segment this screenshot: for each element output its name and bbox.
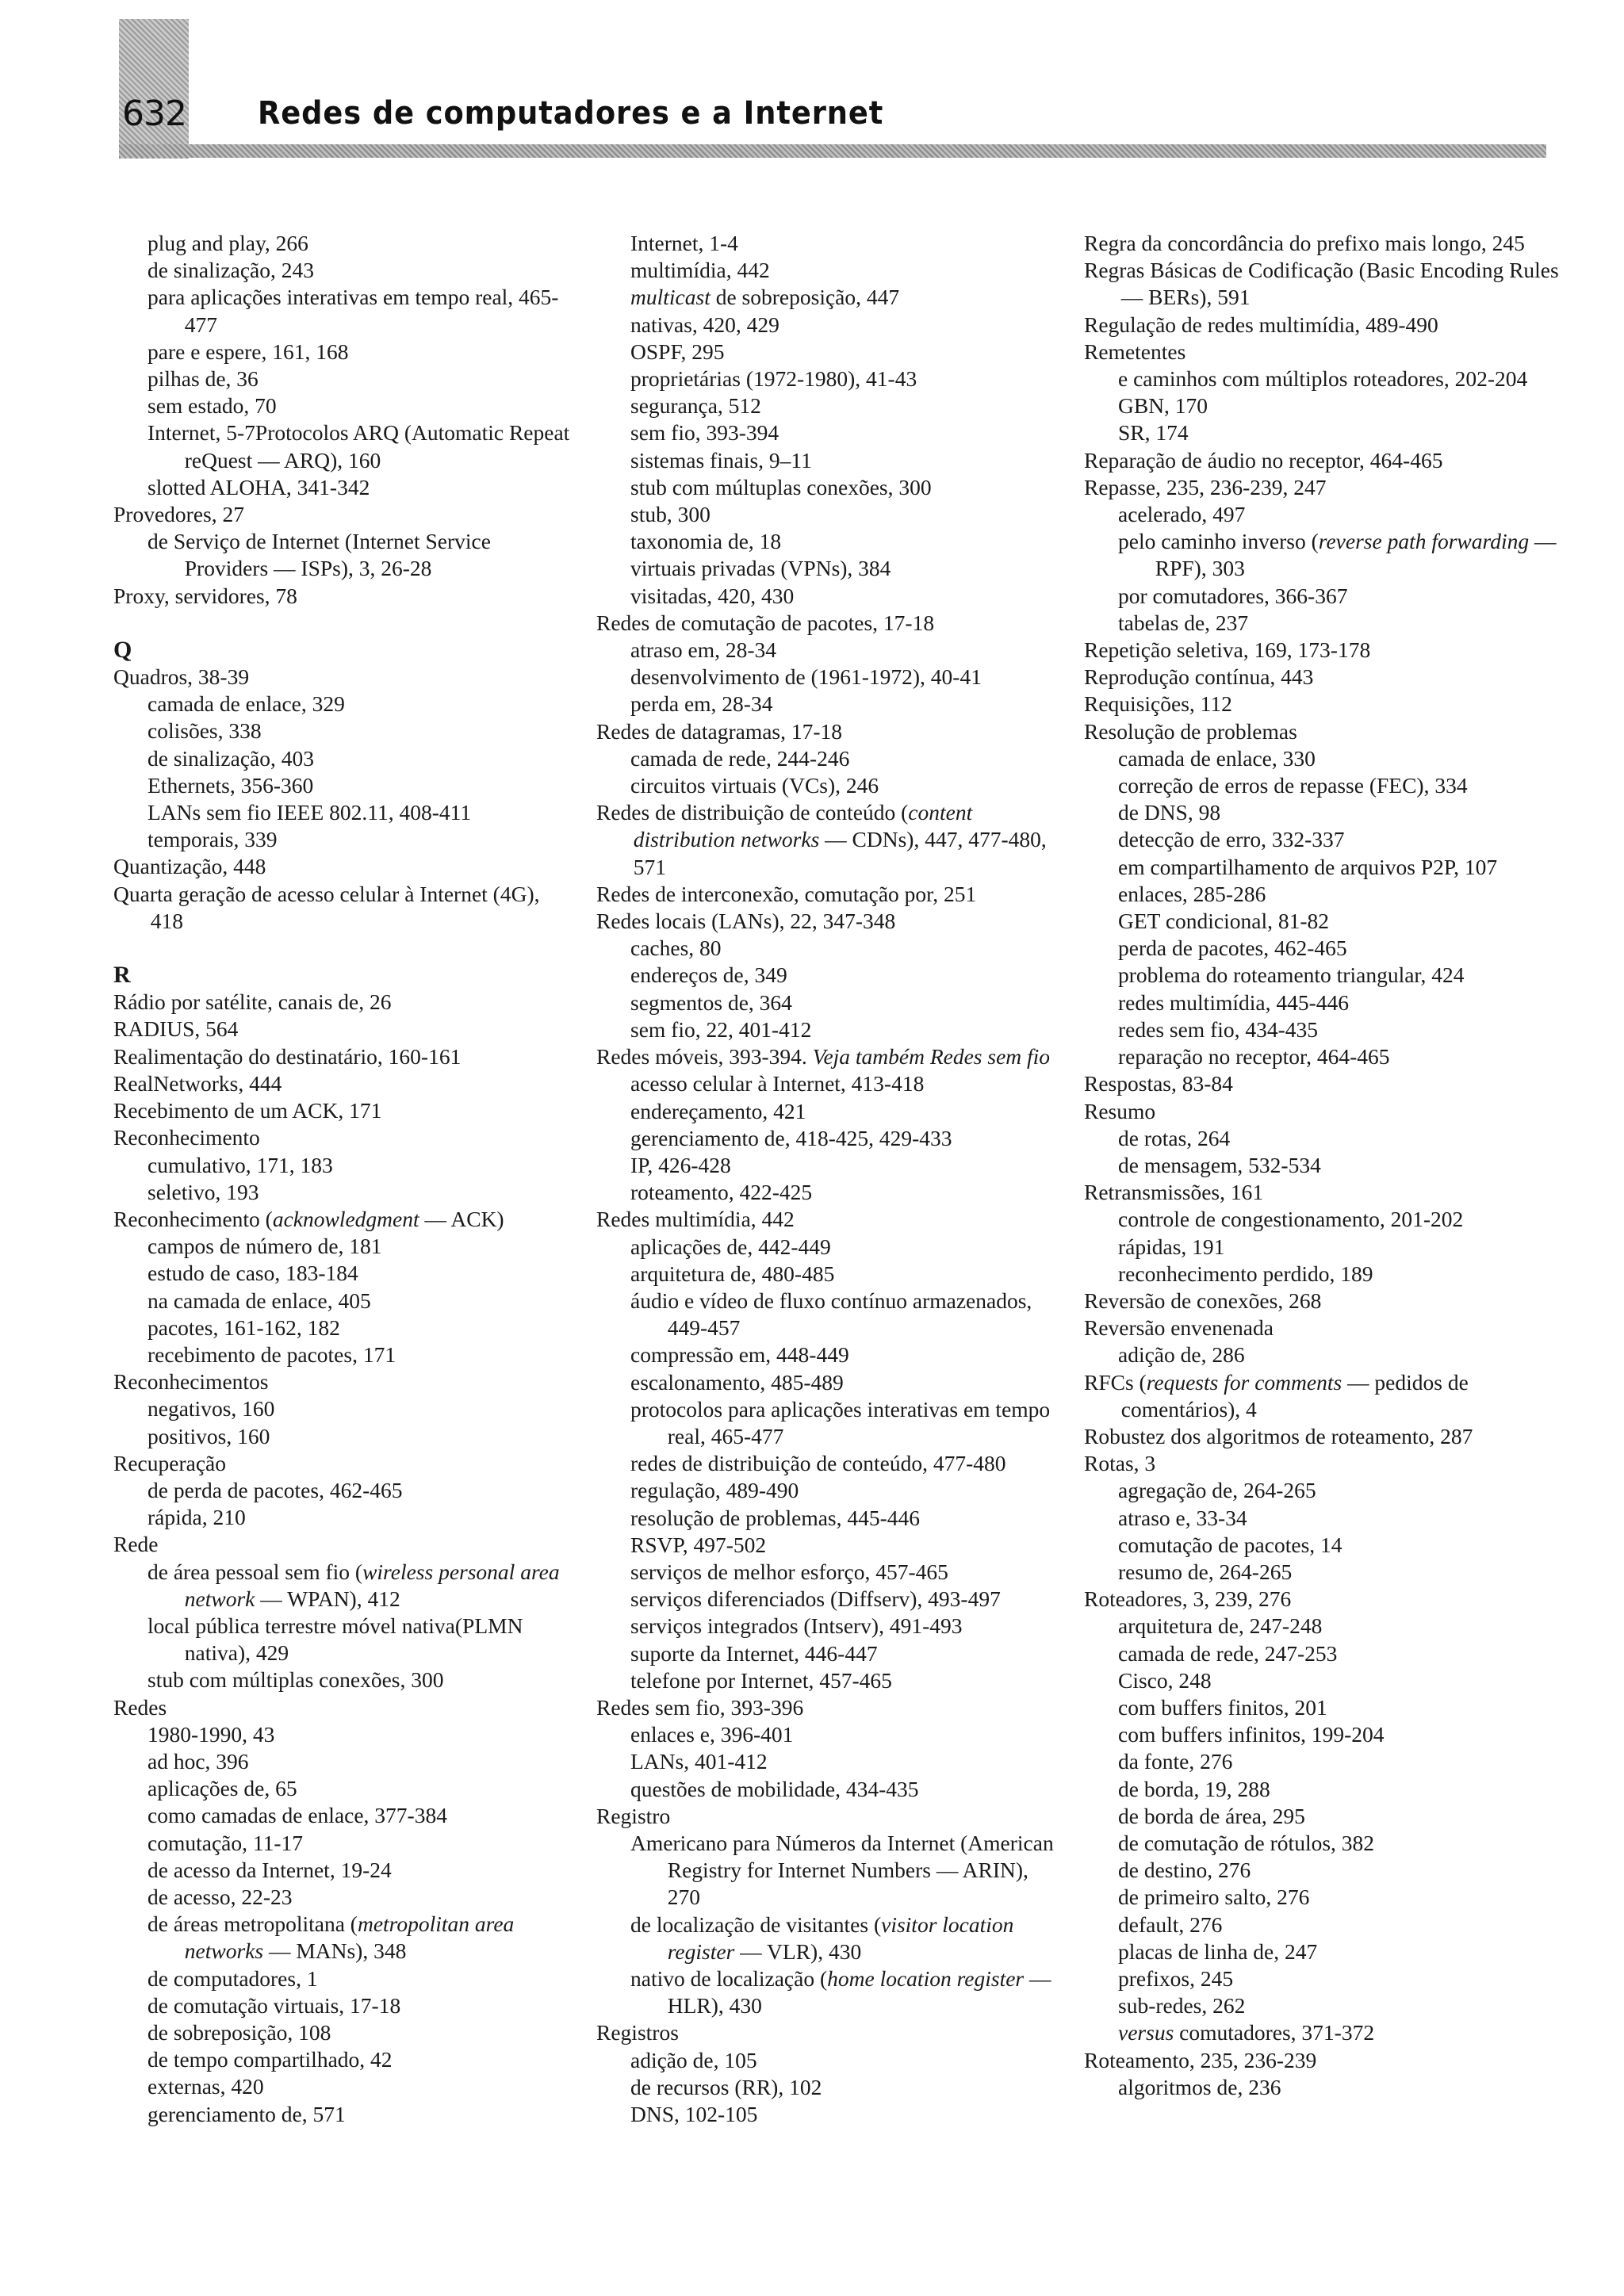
index-subentry: sub-redes, 262 [1118,1993,1246,2019]
index-subentry: gerenciamento de, 571 [147,2101,346,2126]
page-number: 632 [122,94,186,134]
index-subentry: proprietárias (1972-1980), 41-43 [630,366,917,392]
index-subentry: slotted ALOHA, 341-342 [147,474,370,499]
index-entry: Requisições, 112 [1084,691,1232,717]
index-subentry: Internet, 5-7Protocolos ARQ (Automatic Repeat reQuest — ARQ), 160 [147,420,570,473]
index-subentry: aplicações de, 65 [147,1776,297,1801]
index-subentry [630,1911,1064,1965]
index-subentry: regulação, 489-490 [630,1478,799,1503]
entry-italic-term: metropolitan area networks [184,1911,515,1964]
index-entry: Regras Básicas de Codificação (Basic Encoding Rules — BERs), 591 [1084,258,1559,310]
index-subentry [1118,528,1564,582]
index-entry: Resumo [1084,1098,1156,1123]
index-subentry: estudo de caso, 183-184 [147,1261,358,1286]
index-subentry: controle de congestionamento, 201-202 [1118,1207,1464,1232]
index-subentry: virtuais privadas (VPNs), 384 [630,556,891,581]
index-subentry [147,1559,577,1613]
index-entry: Roteamento, 235, 236-239 [1084,2047,1317,2072]
index-subentry: redes multimídia, 445-446 [1118,989,1349,1015]
index-subentry: serviços diferenciados (Diffserv), 493-497 [630,1586,1001,1612]
index-subentry: desenvolvimento de (1961-1972), 40-41 [630,664,982,690]
index-subentry: default, 276 [1118,1911,1223,1937]
entry-italic-term: requests for comments [1146,1369,1342,1395]
entry-italic-term: home location register [827,1966,1025,1991]
index-subentry: escalonamento, 485-489 [630,1369,844,1395]
index-entry [596,1043,1064,1070]
index-column-1 [113,230,577,2128]
index-entry [1084,1369,1564,1423]
entry-text: — RPF), 303 [1155,529,1557,581]
index-subentry: protocolos para aplicações interativas em tempo real, 465-477 [630,1396,1051,1448]
section-gap [113,610,577,637]
index-entry: Redes de comutação de pacotes, 17-18 [596,610,935,635]
index-entry: Remetentes [1084,339,1186,364]
index-subentry: rápidas, 191 [1118,1234,1225,1259]
index-entry: Redes [113,1694,167,1720]
index-entry: Repetição seletiva, 169, 173-178 [1084,637,1371,663]
index-subentry: sem estado, 70 [147,393,277,419]
index-entry: RADIUS, 564 [113,1016,239,1042]
index-subentry: de Serviço de Internet (Internet Service Providers — ISPs), 3, 26-28 [147,529,491,581]
index-subentry: seletivo, 193 [147,1179,259,1204]
index-subentry: por comutadores, 366-367 [1118,583,1348,608]
index-subentry [1118,2019,1564,2046]
index-subentry: camada de rede, 247-253 [1118,1640,1338,1666]
index-subentry: perda de pacotes, 462-465 [1118,936,1347,961]
index-subentry: Internet, 1-4 [630,231,738,255]
index-subentry: stub com múltuplas conexões, 300 [630,474,932,499]
section-gap [113,935,577,962]
index-entry: Rádio por satélite, canais de, 26 [113,989,392,1015]
section-letter: Q [113,636,132,663]
index-entry: Realimentação do destinatário, 160-161 [113,1043,462,1069]
index-subentry: em compartilhamento de arquivos P2P, 107 [1118,854,1498,879]
index-subentry [147,1911,577,1965]
entry-text: de localização de visitantes ( [630,1911,882,1937]
index-subentry: caches, 80 [630,936,722,961]
index-subentry [630,1965,1064,2019]
entry-text: de sobreposição, 447 [710,285,900,310]
index-subentry: de sinalização, 243 [147,258,314,283]
index-subentry: nativas, 420, 429 [630,312,779,337]
entry-italic-term: Veja também Redes sem fio [812,1044,1051,1070]
entry-text: de área pessoal sem fio ( [147,1559,363,1584]
index-subentry: na camada de enlace, 405 [147,1288,371,1313]
index-subentry: prefixos, 245 [1118,1966,1234,1991]
page-header [0,0,1624,159]
index-subentry: LANs, 401-412 [630,1749,768,1774]
index-entry: Reconhecimentos [113,1369,269,1395]
index-entry: RealNetworks, 444 [113,1070,282,1096]
index-subentry: circuitos virtuais (VCs), 246 [630,773,879,798]
index-subentry: como camadas de enlace, 377-384 [147,1803,447,1828]
entry-text: — HLR), 430 [667,1966,1051,2019]
index-subentry: stub, 300 [630,502,710,527]
entry-text: — MANs), 348 [263,1938,407,1964]
index-entry: Regulação de redes multimídia, 489-490 [1084,312,1438,337]
index-subentry: correção de erros de repasse (FEC), 334 [1118,773,1468,798]
index-subentry: colisões, 338 [147,718,262,744]
index-subentry: com buffers finitos, 201 [1118,1694,1327,1720]
entry-text: Redes de distribuição de conteúdo ( [596,800,909,825]
entry-text: de áreas metropolitana ( [147,1911,358,1937]
index-subentry: de sobreposição, 108 [147,2020,331,2045]
index-subentry: stub com múltiplas conexões, 300 [147,1667,444,1693]
index-subentry: enlaces, 285-286 [1118,881,1266,906]
index-subentry: adição de, 286 [1118,1342,1245,1368]
index-subentry: adição de, 105 [630,2047,757,2072]
index-subentry: serviços de melhor esforço, 457-465 [630,1559,948,1584]
index-subentry: multimídia, 442 [630,258,770,283]
index-subentry: GBN, 170 [1118,393,1208,419]
index-subentry: externas, 420 [147,2074,264,2099]
index-entry: Registro [596,1803,671,1828]
entry-italic-term: reverse path forwarding [1318,529,1530,554]
index-subentry: de comutação de rótulos, 382 [1118,1830,1375,1855]
index-subentry: 1980-1990, 43 [147,1721,275,1747]
index-subentry: negativos, 160 [147,1396,275,1422]
index-entry: Provedores, 27 [113,502,244,527]
index-subentry: pacotes, 161-162, 182 [147,1314,340,1340]
index-entry: Reprodução contínua, 443 [1084,664,1314,690]
index-subentry: algoritmos de, 236 [1118,2074,1281,2099]
header-rule [119,144,1546,158]
index-entry: Quadros, 38-39 [113,664,250,690]
index-entry: Reparação de áudio no receptor, 464-465 [1084,447,1443,473]
index-entry: Quarta geração de acesso celular à Internet (4G), 418 [113,881,540,933]
index-entry: Rotas, 3 [1084,1451,1156,1476]
index-entry: Recebimento de um ACK, 171 [113,1098,382,1123]
index-subentry: camada de enlace, 330 [1118,745,1316,771]
index-subentry: reconhecimento perdido, 189 [1118,1261,1373,1286]
index-subentry: LANs sem fio IEEE 802.11, 408-411 [147,800,472,825]
entry-text: nativo de localização ( [630,1966,828,1991]
index-column-3 [1084,230,1564,2101]
index-subentry: temporais, 339 [147,827,278,852]
entry-italic-term: versus [1118,2020,1174,2045]
index-subentry: de comutação virtuais, 17-18 [147,1992,401,2018]
index-entry: Redes multimídia, 442 [596,1207,795,1232]
index-subentry: redes sem fio, 434-435 [1118,1016,1319,1042]
index-subentry: com buffers infinitos, 199-204 [1118,1722,1385,1747]
index-entry: Redes de interconexão, comutação por, 251 [596,881,977,906]
running-title: Redes de computadores e a Internet [258,95,884,132]
index-subentry: de DNS, 98 [1118,800,1221,825]
index-subentry: SR, 174 [1118,420,1189,446]
index-subentry: campos de número de, 181 [147,1234,382,1259]
section-letter: R [113,962,131,989]
index-subentry: sem fio, 393-394 [630,420,779,446]
index-subentry: aplicações de, 442-449 [630,1234,831,1259]
index-subentry: de acesso, 22-23 [147,1884,293,1909]
index-subentry: de destino, 276 [1118,1858,1251,1883]
index-subentry: cumulativo, 171, 183 [147,1152,333,1177]
index-subentry: roteamento, 422-425 [630,1180,813,1205]
index-subentry: suporte da Internet, 446-447 [630,1640,878,1666]
index-subentry: e caminhos com múltiplos roteadores, 202-204 [1118,366,1528,392]
index-entry: Roteadores, 3, 239, 276 [1084,1586,1292,1612]
entry-text: comutadores, 371-372 [1174,2020,1375,2045]
index-subentry: gerenciamento de, 418-425, 429-433 [630,1125,952,1150]
index-subentry: de tempo compartilhado, 42 [147,2047,393,2072]
index-subentry: IP, 426-428 [630,1152,731,1177]
entry-text: — CDNs), 447, 477-480, 571 [633,827,1047,879]
index-subentry: de sinalização, 403 [147,745,314,771]
index-subentry: taxonomia de, 18 [630,529,782,554]
entry-text: — pedidos de comentários), 4 [1120,1369,1469,1422]
index-entry: Reversão de conexões, 268 [1084,1288,1322,1313]
index-subentry: de borda, 19, 288 [1118,1776,1270,1801]
index-subentry: de perda de pacotes, 462-465 [147,1477,403,1502]
index-subentry: da fonte, 276 [1118,1749,1233,1774]
entry-italic-term: wireless personal area network [184,1559,560,1611]
index-subentry: redes de distribuição de conteúdo, 477-480 [630,1451,1006,1476]
index-subentry: de borda de área, 295 [1118,1803,1305,1828]
index-subentry: local pública terrestre móvel nativa(PLMN nativa), 429 [147,1613,523,1666]
entry-text: — VLR), 430 [734,1938,862,1964]
index-subentry [630,284,1064,311]
index-entry: Reversão envenenada [1084,1315,1274,1341]
index-subentry: pilhas de, 36 [147,366,259,392]
index-subentry: Americano para Números da Internet (American Registry for Internet Numbers — ARIN), 270 [630,1830,1054,1910]
index-subentry: Ethernets, 356-360 [147,772,314,798]
index-entry: Registros [596,2020,679,2045]
index-subentry: GET condicional, 81-82 [1118,909,1330,934]
entry-italic-term: content distribution networks [633,800,973,852]
index-subentry: atraso em, 28-34 [630,637,777,663]
index-subentry: OSPF, 295 [630,339,725,364]
index-subentry: de recursos (RR), 102 [630,2074,822,2099]
index-subentry: para aplicações interativas em tempo real, 465-477 [147,285,559,337]
entry-text: — WPAN), 412 [255,1586,400,1611]
index-subentry: ad hoc, 396 [147,1748,249,1774]
index-subentry: sistemas finais, 9–11 [630,447,812,473]
index-subentry: atraso e, 33-34 [1118,1505,1247,1530]
index-subentry: arquitetura de, 480-485 [630,1261,835,1286]
index-subentry: de primeiro salto, 276 [1118,1885,1310,1910]
entry-text: RFCs ( [1084,1369,1147,1395]
index-subentry: rápida, 210 [147,1505,246,1530]
index-entry: Respostas, 83-84 [1084,1071,1233,1096]
index-entry: Reconhecimento [113,1125,260,1150]
index-entry: Retransmissões, 161 [1084,1180,1264,1205]
index-subentry: positivos, 160 [147,1423,270,1448]
index-subentry: acelerado, 497 [1118,502,1246,527]
index-entry: Rede [113,1532,159,1557]
index-subentry: pare e espere, 161, 168 [147,339,349,364]
index-subentry: sem fio, 22, 401-412 [630,1016,812,1042]
index-subentry: de mensagem, 532-534 [1118,1152,1321,1177]
entry-text: Reconhecimento ( [113,1206,273,1231]
index-subentry: segurança, 512 [630,393,761,419]
index-subentry: resolução de problemas, 445-446 [630,1505,921,1530]
index-entry: Quantização, 448 [113,854,266,879]
index-subentry: Cisco, 248 [1118,1667,1212,1693]
index-subentry: DNS, 102-105 [630,2102,758,2127]
index-subentry: visitadas, 420, 430 [630,583,795,608]
index-entry: Regra da concordância do prefixo mais longo, 245 [1084,231,1525,255]
index-subentry: questões de mobilidade, 434-435 [630,1776,919,1801]
page-number-tab [119,19,189,159]
index-subentry: comutação de pacotes, 14 [1118,1532,1342,1557]
index-subentry: acesso celular à Internet, 413-418 [630,1071,925,1096]
index-entry: Recuperação [113,1450,226,1475]
index-subentry: tabelas de, 237 [1118,610,1249,635]
index-subentry: reparação no receptor, 464-465 [1118,1044,1390,1070]
index-column-2 [596,230,1064,2128]
index-entry [596,799,1064,881]
index-subentry: comutação, 11-17 [147,1830,303,1855]
entry-italic-term: multicast [630,285,710,310]
index-subentry: segmentos de, 364 [630,989,792,1015]
index-entry: Proxy, servidores, 78 [113,583,297,608]
entry-text: Redes móveis, 393-394. [596,1044,813,1070]
entry-italic-term: acknowledgment [272,1206,419,1231]
index-subentry: arquitetura de, 247-248 [1118,1613,1323,1639]
index-entry: Resolução de problemas [1084,718,1297,744]
index-subentry: de computadores, 1 [147,1965,318,1991]
index-subentry: endereçamento, 421 [630,1098,806,1123]
index-subentry: camada de enlace, 329 [147,691,345,717]
entry-text: pelo caminho inverso ( [1118,529,1319,554]
entry-text: — ACK) [419,1206,504,1231]
index-subentry: RSVP, 497-502 [630,1532,767,1557]
index-subentry: áudio e vídeo de fluxo contínuo armazenados, 449-457 [630,1288,1032,1341]
index-subentry: agregação de, 264-265 [1118,1478,1316,1503]
index-subentry: plug and play, 266 [147,231,308,255]
index-entry: Repasse, 235, 236-239, 247 [1084,474,1327,499]
index-subentry: recebimento de pacotes, 171 [147,1341,396,1367]
index-entry: Robustez dos algoritmos de roteamento, 287 [1084,1423,1473,1448]
index-subentry: perda em, 28-34 [630,691,773,717]
index-entry: Redes de datagramas, 17-18 [596,718,843,744]
index-subentry: detecção de erro, 332-337 [1118,827,1345,852]
index-subentry: camada de rede, 244-246 [630,745,850,771]
index-subentry: de acesso da Internet, 19-24 [147,1857,392,1882]
index-subentry: telefone por Internet, 457-465 [630,1667,892,1693]
index-subentry: resumo de, 264-265 [1118,1559,1293,1584]
index-subentry: de rotas, 264 [1118,1125,1231,1150]
index-subentry: endereços de, 349 [630,962,787,988]
index-entry [113,1206,577,1233]
index-entry: Redes sem fio, 393-396 [596,1694,804,1720]
index-subentry: placas de linha de, 247 [1118,1938,1318,1964]
entry-italic-term: visitor location register [667,1911,1014,1964]
index-subentry: problema do roteamento triangular, 424 [1118,962,1465,988]
index-subentry: serviços integrados (Intserv), 491-493 [630,1613,963,1639]
index-entry: Redes locais (LANs), 22, 347-348 [596,909,896,934]
index-subentry: enlaces e, 396-401 [630,1722,794,1747]
index-subentry: compressão em, 448-449 [630,1342,849,1368]
